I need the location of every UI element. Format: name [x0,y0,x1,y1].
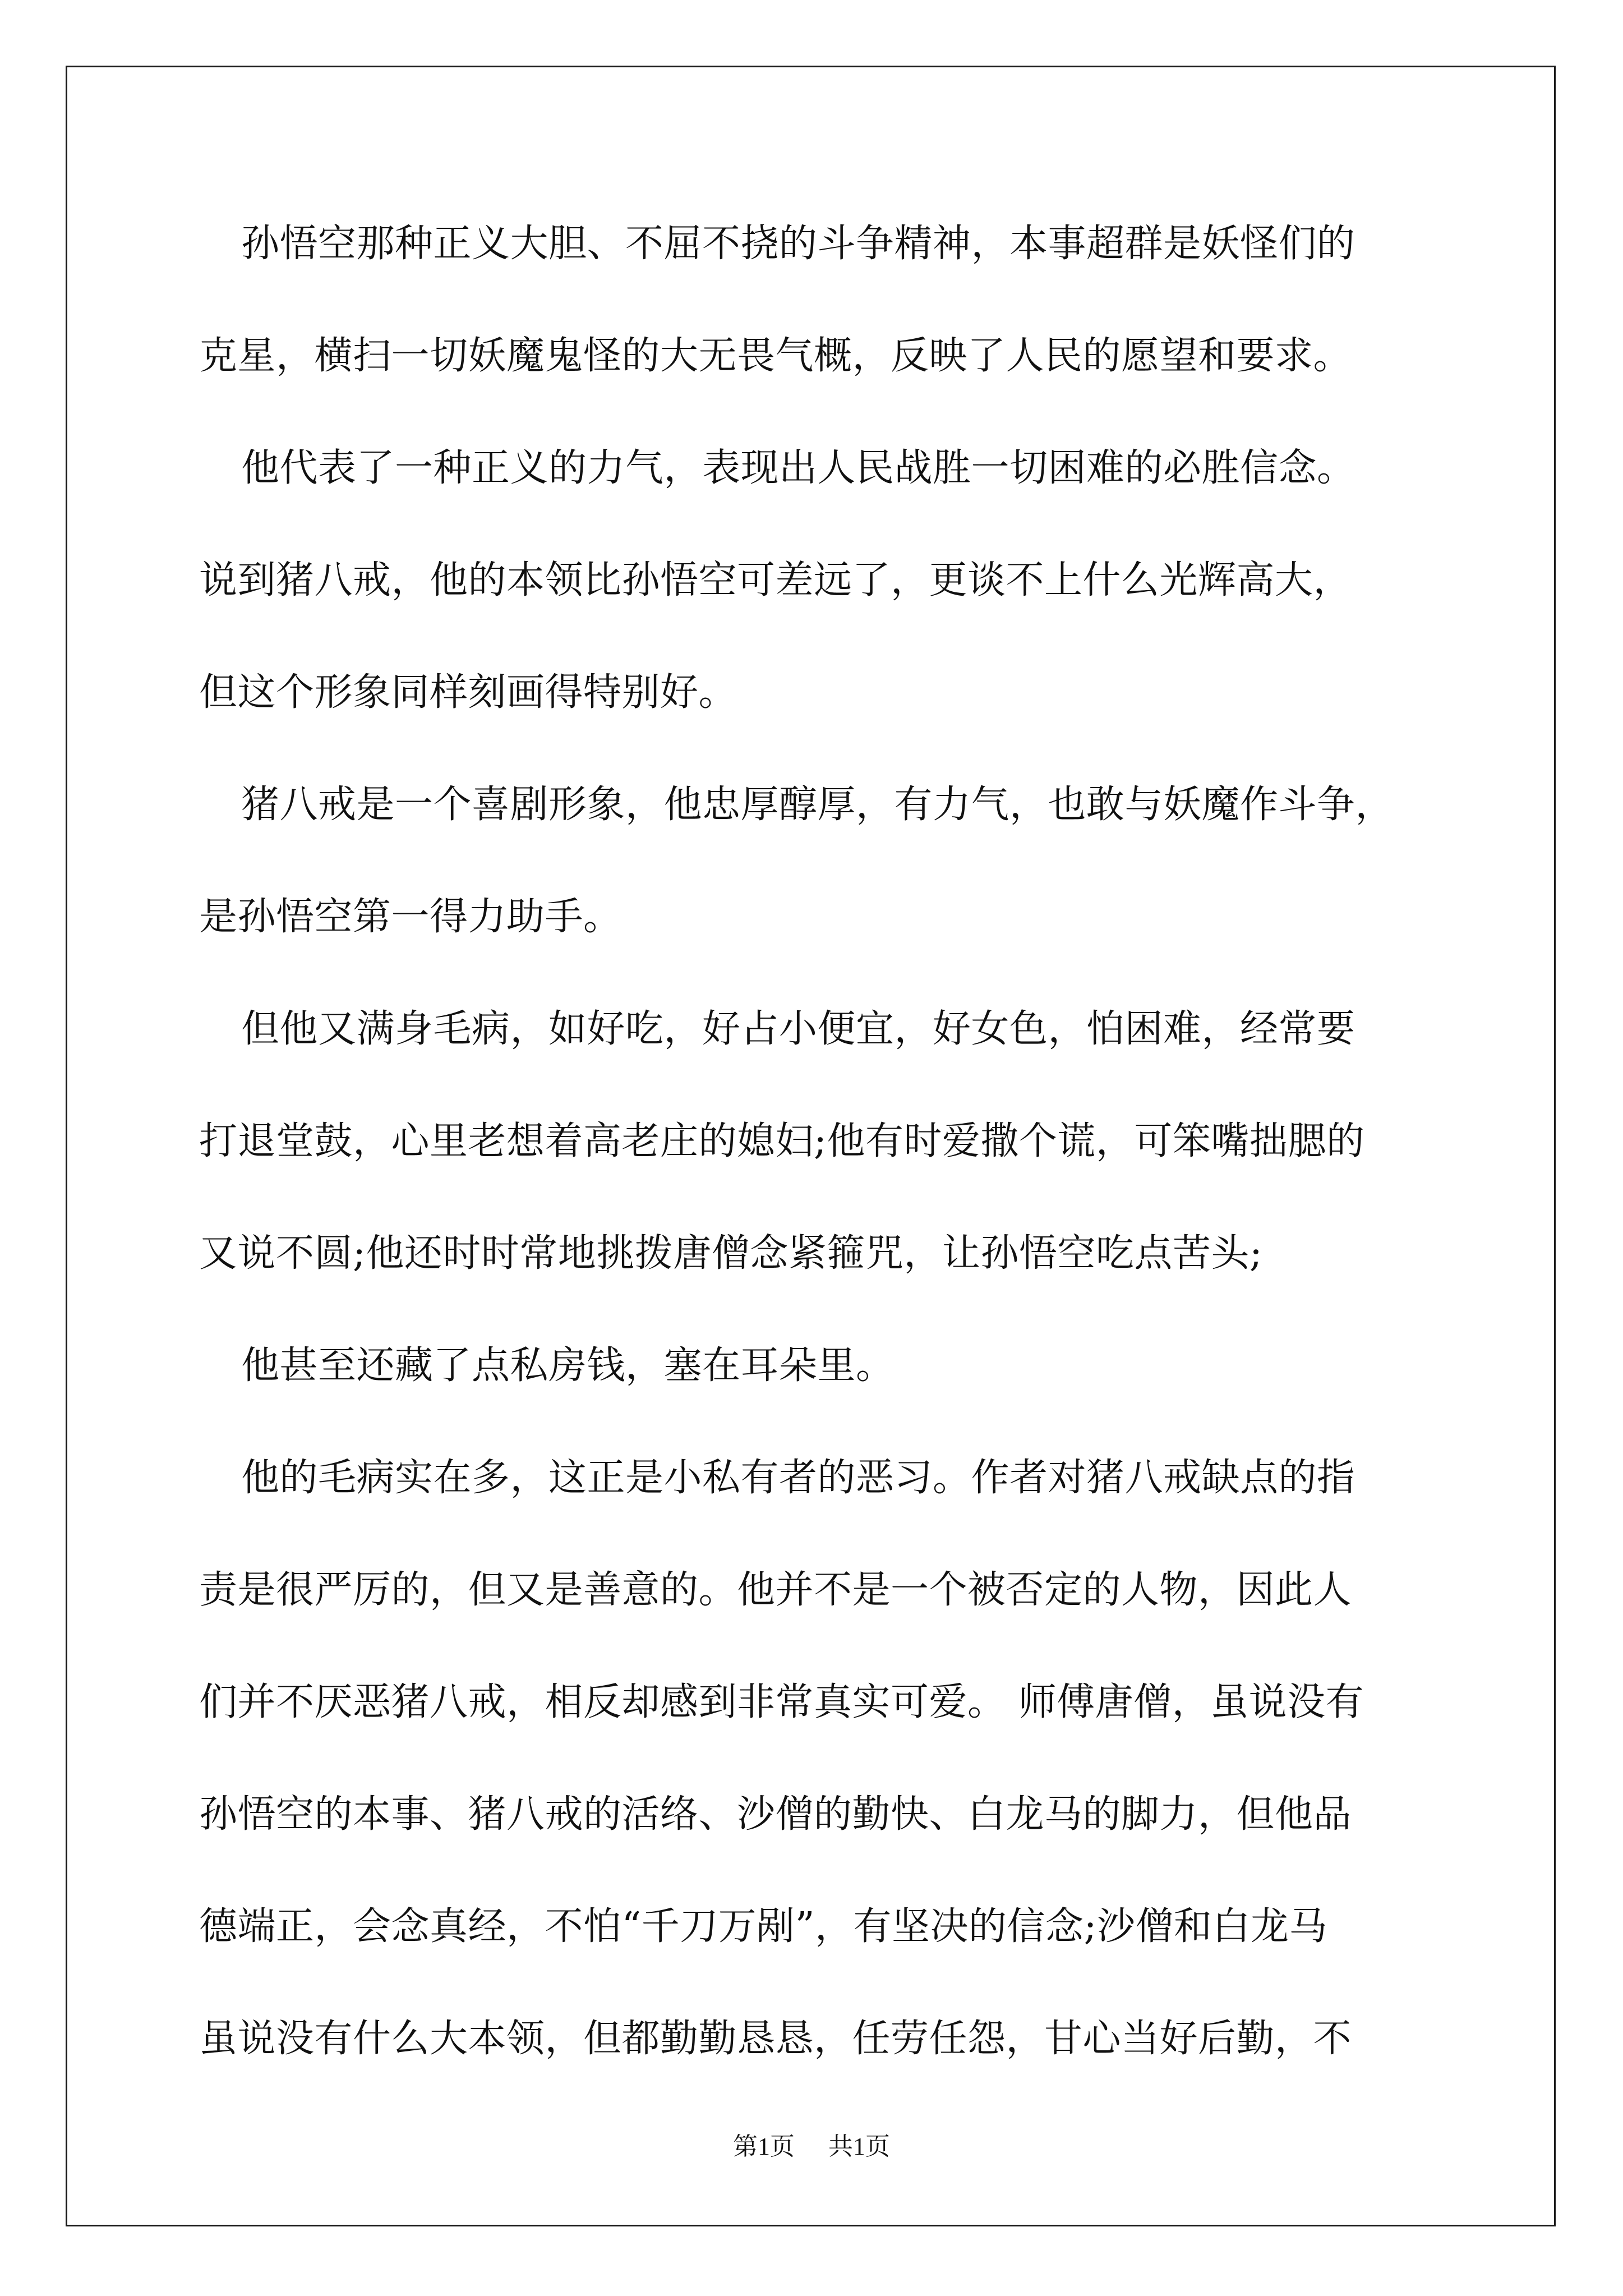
text-line: 他的毛病实在多，这正是小私有者的恶习。作者对猪八戒缺点的指 [241,1456,1355,1500]
page-total: 共1页 [828,2133,890,2160]
text-line: 孙悟空的本事、猪八戒的活络、沙僧的勤快、白龙马的脚力，但他品 [199,1792,1352,1837]
text-line: 但他又满身毛病，如好吃，好占小便宜，好女色，怕困难，经常要 [241,1007,1355,1051]
text-line: 猪八戒是一个喜剧形象，他忠厚醇厚，有力气，也敢与妖魔作斗争， [241,783,1394,827]
text-line: 但这个形象同样刻画得特别好。 [199,670,737,715]
text-line: 孙悟空那种正义大胆、不屈不挠的斗争精神，本事超群是妖怪们的 [241,222,1355,266]
text-line: 责是很严厉的，但又是善意的。他并不是一个被否定的人物，因此人 [199,1568,1352,1612]
text-line: 他甚至还藏了点私房钱，塞在耳朵里。 [241,1343,895,1388]
text-line: 是孙悟空第一得力助手。 [199,895,622,939]
text-line: 克星，横扫一切妖魔鬼怪的大无畏气概，反映了人民的愿望和要求。 [199,334,1352,378]
page-footer [0,2126,1623,2162]
text-line: 德端正，会念真经，不怕“千刀万剐”，有坚决的信念;沙僧和白龙马 [199,1904,1327,1949]
text-line: 虽说没有什么大本领，但都勤勤恳恳，任劳任怨，甘心当好后勤，不 [199,2017,1352,2061]
text-line: 说到猪八戒，他的本领比孙悟空可差远了，更谈不上什么光辉高大， [199,558,1352,602]
text-line: 打退堂鼓，心里老想着高老庄的媳妇;他有时爱撒个谎，可笨嘴拙腮的 [199,1119,1365,1163]
page-number: 第1页 [733,2133,795,2160]
text-line: 又说不圆;他还时时常地挑拨唐僧念紧箍咒，让孙悟空吃点苦头; [199,1231,1263,1276]
text-line: 们并不厌恶猪八戒，相反却感到非常真实可爱。 师傅唐僧，虽说没有 [199,1680,1364,1724]
text-line: 他代表了一种正义的力气，表现出人民战胜一切困难的必胜信念。 [241,446,1355,490]
